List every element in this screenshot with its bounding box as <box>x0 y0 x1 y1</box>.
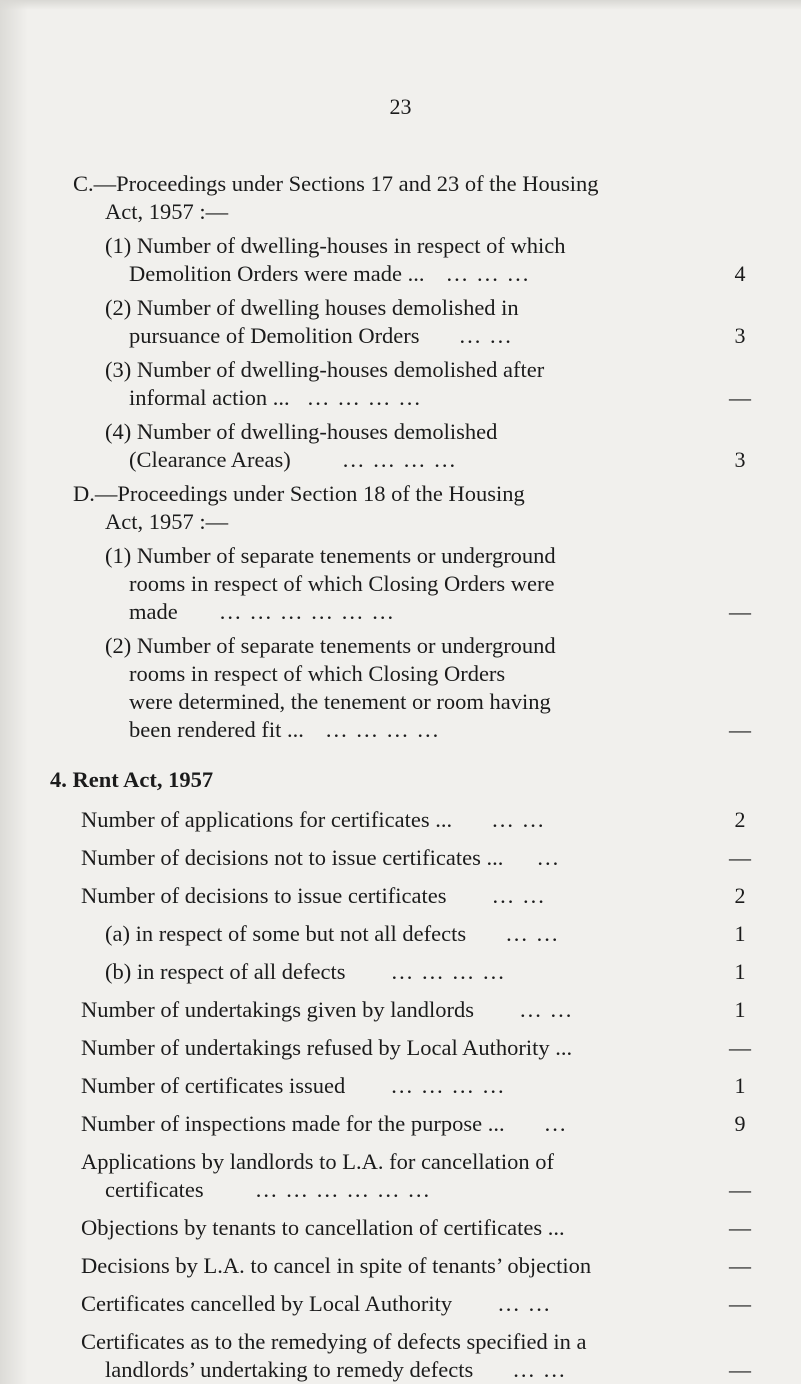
c4-line2: (Clearance Areas) ... ... ... ... <box>129 447 458 472</box>
rent-row-3: Number of decisions to issue certificates ... ... <box>81 883 546 908</box>
rent-row-9-value: 9 <box>734 1111 746 1136</box>
c3-line2: informal action ... ... ... ... ... <box>129 385 422 410</box>
c3-line1: (3) Number of dwelling-houses demolished after <box>105 357 545 382</box>
rent-row-7: Number of undertakings refused by Local Authority ... <box>81 1035 573 1060</box>
rent-row-12-value: — <box>729 1291 751 1316</box>
c1-line2: Demolition Orders were made ... ... ... ... <box>129 261 531 286</box>
rent-row-10: Objections by tenants to cancellation of certificates ... <box>81 1215 565 1240</box>
cancellation-value: — <box>729 1177 751 1202</box>
rent-row-11-value: — <box>729 1253 751 1278</box>
section-d-heading: D.—Proceedings under Section 18 of the Housing <box>73 481 525 506</box>
rent-row-8: Number of certificates issued ... ... ... ... <box>81 1073 506 1098</box>
rent-row-8-value: 1 <box>734 1073 746 1098</box>
c4-line1: (4) Number of dwelling-houses demolished <box>105 419 498 444</box>
cancellation-line2: certificates ... ... ... ... ... ... <box>105 1177 432 1202</box>
d2-line3: were determined, the tenement or room having <box>129 689 551 714</box>
rent-row-7-value: — <box>729 1035 751 1060</box>
section-c-heading: C.—Proceedings under Sections 17 and 23 of the Housing <box>73 171 599 196</box>
rent-row-3-value: 2 <box>734 883 746 908</box>
d1-line2: rooms in respect of which Closing Orders were <box>129 571 555 596</box>
section-c-heading-cont: Act, 1957 :— <box>105 199 229 224</box>
rent-row-5-value: 1 <box>734 959 746 984</box>
d2-line4: been rendered fit ... ... ... ... ... <box>129 717 441 742</box>
rent-row-10-value: — <box>729 1215 751 1240</box>
d1-line1: (1) Number of separate tenements or underground <box>105 543 556 568</box>
remedy-value: — <box>729 1357 751 1382</box>
rent-row-1: Number of applications for certificates ... ... ... <box>81 807 546 832</box>
rent-row-4-value: 1 <box>734 921 746 946</box>
c2-line2: pursuance of Demolition Orders ... ... <box>129 323 513 348</box>
d2-line1: (2) Number of separate tenements or underground <box>105 633 556 658</box>
c2-value: 3 <box>734 323 746 348</box>
rent-row-5: (b) in respect of all defects ... ... ... ... <box>105 959 506 984</box>
rent-row-6-value: 1 <box>734 997 746 1022</box>
rent-row-2-value: — <box>729 845 751 870</box>
rent-row-11: Decisions by L.A. to cancel in spite of tenants’ objection <box>81 1253 592 1278</box>
rent-act-title: 4. Rent Act, 1957 <box>50 767 214 792</box>
rent-row-9: Number of inspections made for the purpose ... ... <box>81 1111 568 1136</box>
c1-line1: (1) Number of dwelling-houses in respect of which <box>105 233 566 258</box>
d2-value: — <box>729 717 751 742</box>
d1-value: — <box>729 599 751 624</box>
c2-line1: (2) Number of dwelling houses demolished in <box>105 295 519 320</box>
cancellation-line1: Applications by landlords to L.A. for cancellation of <box>81 1149 555 1174</box>
c3-value: — <box>729 385 751 410</box>
page-top-shadow <box>0 0 801 10</box>
remedy-line1: Certificates as to the remedying of defects specified in a <box>81 1329 587 1354</box>
rent-row-12: Certificates cancelled by Local Authority ... ... <box>81 1291 552 1316</box>
c1-value: 4 <box>734 261 746 286</box>
rent-row-2: Number of decisions not to issue certificates ... ... <box>81 845 561 870</box>
page-number: 23 <box>389 94 412 119</box>
remedy-line2: landlords’ undertaking to remedy defects ... ... <box>105 1357 567 1382</box>
c4-value: 3 <box>734 447 746 472</box>
rent-row-6: Number of undertakings given by landlords ... ... <box>81 997 574 1022</box>
page-edge-shadow <box>0 0 28 1384</box>
d1-line3: made ... ... ... ... ... ... <box>129 599 396 624</box>
section-d-heading-cont: Act, 1957 :— <box>105 509 229 534</box>
rent-row-1-value: 2 <box>734 807 746 832</box>
rent-row-4: (a) in respect of some but not all defects ... ... <box>105 921 560 946</box>
d2-line2: rooms in respect of which Closing Orders <box>129 661 506 686</box>
